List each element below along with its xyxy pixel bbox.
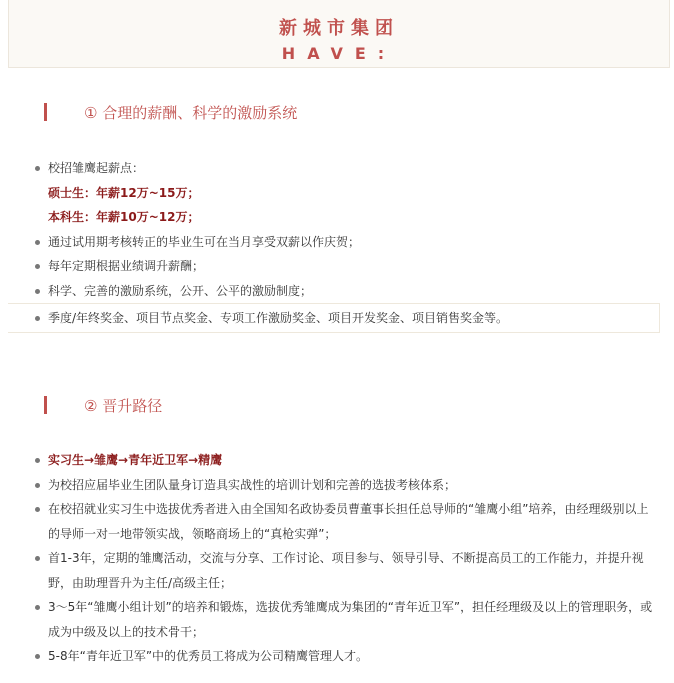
list-item: 每年定期根据业绩调升薪酬； <box>30 254 660 279</box>
bullet-icon <box>35 240 40 245</box>
list-item: 为校招应届毕业生团队量身订造具实战性的培训计划和完善的选拔考核体系； <box>30 473 660 498</box>
promotion-list <box>30 448 660 669</box>
list-item: 本科生：年薪10万~12万； <box>48 210 200 224</box>
compensation-list <box>30 156 660 333</box>
header-subtitle: HAVE: <box>281 44 397 63</box>
bullet-icon <box>35 458 40 463</box>
bullet-icon <box>35 556 40 561</box>
header-banner <box>8 0 670 68</box>
list-item: 5-8年“青年近卫军”中的优秀员工将成为公司精鹰管理人才。 <box>30 644 660 669</box>
section-marker <box>44 103 47 121</box>
company-title: 新城市集团 <box>279 18 399 39</box>
list-item: 科学、完善的激励系统，公开、公平的激励制度； <box>30 279 660 304</box>
bullet-icon <box>35 264 40 269</box>
bullet-icon <box>35 605 40 610</box>
list-item: 首1-3年，定期的雏鹰活动，交流与分享、工作讨论、项目参与、领导引导、不断提高员工的工作能力，并提升视野，由助理晋升为主任/高级主任； <box>30 546 660 595</box>
list-item: 校招雏鹰起薪点： <box>30 156 660 181</box>
bullet-icon <box>35 654 40 659</box>
bullet-icon <box>35 289 40 294</box>
bullet-icon <box>35 483 40 488</box>
section-title: ① 合理的薪酬、科学的激励系统 <box>84 104 298 122</box>
list-item: 通过试用期考核转正的毕业生可在当月享受双薪以作庆贺； <box>30 230 660 255</box>
list-item: 实习生→雏鹰→青年近卫军→精鹰 <box>30 448 660 473</box>
bullet-icon <box>35 166 40 171</box>
list-item: 在校招就业实习生中选拔优秀者进入由全国知名政协委员曹董事长担任总导师的“雏鹰小组”培养，由经理级别以上的导师一对一地带领实战，领略商场上的“真枪实弹”； <box>30 497 660 546</box>
section-marker <box>44 396 47 414</box>
list-item: 硕士生：年薪12万~15万； <box>48 185 200 200</box>
bullet-icon <box>35 507 40 512</box>
bullet-icon <box>35 316 40 321</box>
section-title: ② 晋升路径 <box>84 397 163 415</box>
list-item: 季度/年终奖金、项目节点奖金、专项工作激励奖金、项目开发奖金、项目销售奖金等。 <box>8 303 660 333</box>
list-item: 3～5年“雏鹰小组计划”的培养和锻炼，选拔优秀雏鹰成为集团的“青年近卫军”，担任经理级及以上的管理职务，或成为中级及以上的技术骨干； <box>30 595 660 644</box>
